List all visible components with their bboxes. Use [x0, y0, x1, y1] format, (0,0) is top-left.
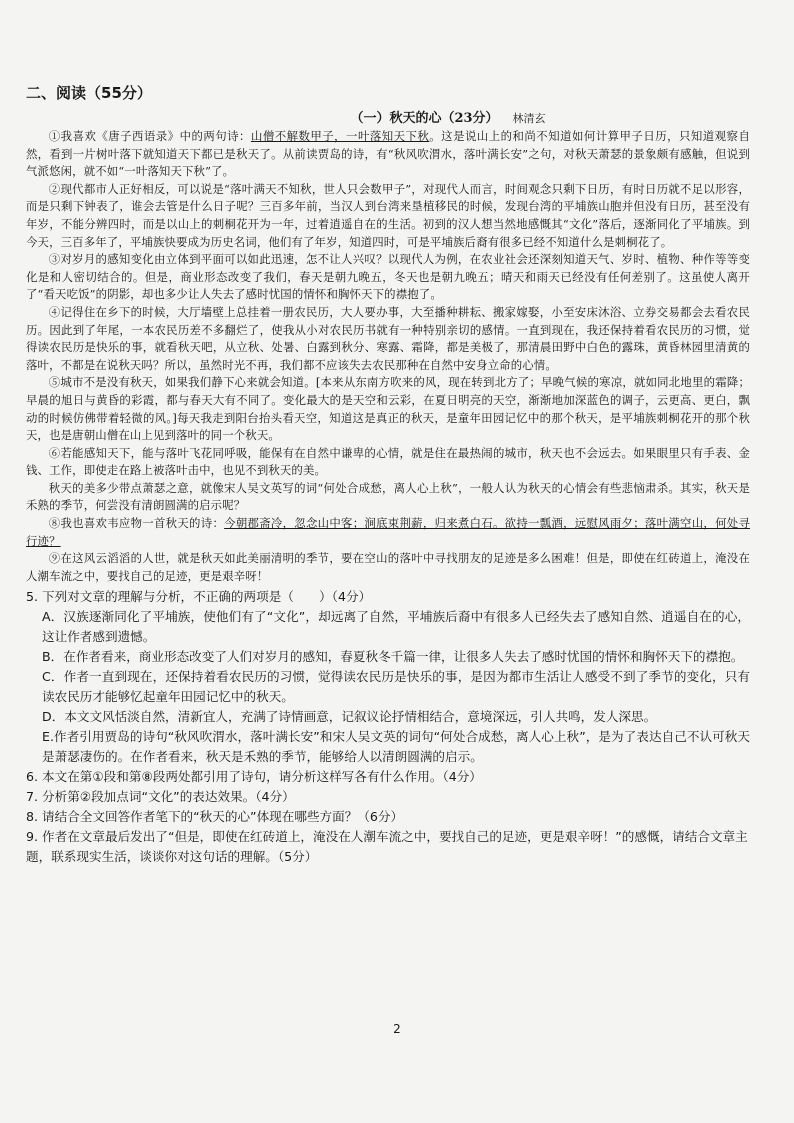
paragraph-1 — [26, 128, 750, 181]
paragraph-4: ④记得住在乡下的时候，大厅墙壁上总挂着一册农民历，大人要办事，大至播种耕耘、搬家嫁娶，小至安床沐浴、立券交易都会去看农民历。因此到了年尾，一本农民历差不多翻烂了，使我从小对农民历书就有一种特别亲切的感情。一直到现在，我还保持着看农民历的习惯，觉得读农民历是快乐的事，就看秋天吧，从立秋、处暑、白露到秋分、寒露、霜降，都是美极了，那清晨田野中白色的露珠，黄昏林园里清黄的落叶，不都是在说秋天吗？所以，虽然时光不再，我们都不应该失去农民那种在自然中安身立命的心情。 — [26, 304, 750, 372]
section-title: 二、阅读（55分） — [26, 84, 152, 102]
poem-quote-1: 山僧不解数甲子，一叶落知天下秋 — [250, 129, 430, 143]
question-6: 6. 本文在第①段和第⑧段两处都引用了诗句，请分析这样写各有什么作用。（4分） — [26, 769, 482, 785]
question-5-option-a: A．汉族逐渐同化了平埔族，使他们有了“文化”，却远离了自然，平埔族后裔中有很多人已经失去了感知自然、逍遥自在的心，这让作者感到遗憾。 — [42, 609, 750, 645]
paragraph-7: 秋天的美多少带点萧瑟之意，就像宋人吴文英写的词“何处合成愁，离人心上秋”，一般人认为秋天的心情会有些悲恼肃杀。其实，秋天是禾熟的季节，何尝没有清朗圆满的启示呢？ — [26, 480, 750, 513]
question-8: 8. 请结合全文回答作者笔下的“秋天的心”体现在哪些方面？（6分） — [26, 809, 404, 825]
question-5-option-d: D．本文文风恬淡自然，清新宜人，充满了诗情画意，记叙议论抒情相结合，意境深远，引人共鸣，发人深思。 — [42, 709, 657, 725]
question-5-option-e: E.作者引用贾岛的诗句“秋风吹渭水，落叶满长安”和宋人吴文英的词句“何处合成愁，离人心上秋”，是为了表达自己不认可秋天是萧瑟凄伤的。在作者看来，秋天是禾熟的季节，能够给人以清朗圆满的启示。 — [42, 729, 750, 765]
question-9: 9. 作者在文章最后发出了“但是，即使在红砖道上，淹没在人潮车流之中，要找自己的足迹，更是艰辛呀！”的感慨，请结合文章主题，联系现实生活，谈谈你对这句话的理解。（5分） — [26, 829, 748, 865]
article-header — [26, 107, 750, 126]
paragraph-8-lead: ⑧我也喜欢韦应物一首秋天的诗： — [48, 516, 225, 531]
article-title: （一）秋天的心（23分） — [350, 111, 499, 126]
paragraph-6: ⑥若能感知天下，能与落叶飞花同呼吸，能保有在自然中谦卑的心情，就是住在最热闹的城市，秋天也不会远去。如果眼里只有手表、金钱、工作，即使走在路上被落叶击中，也见不到秋天的美。 — [26, 445, 750, 478]
article-body — [26, 128, 750, 585]
paragraph-3: ③对岁月的感知变化由立体到平面可以如此迅速，怎不让人兴叹？以现代人为例，在农业社会还深刻知道天气、岁时、植物、种作等等变化是和人密切结合的。但是，商业形态改变了我们，春天是朝九晚五，冬天也是朝九晚五；晴天和雨天已经没有任何差别了。这虽使人离开了“看天吃饭”的阴影，却也多少让人失去了感时忧国的情怀和胸怀天下的襟抱了。 — [26, 252, 750, 302]
poem-quote-2: 今朝郡斋冷，忽念山中客；涧底束荆薪，归来煮白石。欲持一瓢酒，远慰风雨夕；落叶满空山，何处寻行迹？ — [26, 516, 750, 548]
questions — [26, 587, 750, 867]
paragraph-9: ⑨在这风云滔滔的人世，就是秋天如此美丽清明的季节，要在空山的落叶中寻找朋友的足迹是多么困难！但是，即使在红砖道上，淹没在人潮车流之中，要找自己的足迹，更是艰辛呀！ — [26, 551, 750, 583]
question-5-option-b: B．在作者看来，商业形态改变了人们对岁月的感知，春夏秋冬千篇一律，让很多人失去了感时忧国的情怀和胸怀天下的襟抱。 — [42, 649, 744, 665]
paragraph-1-rest: 。这是说山上的和尚不知道如何计算甲子日历，只知道观察自然，看到一片树叶落下就知道天下都已是秋天了。从前读贾岛的诗，有“秋风吹渭水，落叶满长安”之句，对秋天萧瑟的景象颇有感触，但说到气派悠闲，就不如“一叶落知天下秋”了。 — [26, 129, 750, 179]
question-7: 7. 分析第②段加点词“文化”的表达效果。（4分） — [26, 789, 295, 805]
paragraph-5: ⑤城市不是没有秋天，如果我们静下心来就会知道。[本来从东南方吹来的风，现在转到北方了；早晚气候的寒凉，就如同北地里的霜降；早晨的旭日与黄昏的彩霞，都与春天大有不同了。变化最大的是天空和云彩，在夏日明亮的天空，渐渐地加深蓝色的调子，云更高、更白，飘动的时候仿佛带着轻微的风。]每天我走到阳台抬头看天空，知道这是真正的秋天，是童年田园记忆中的那个秋天，是平埔族刺桐花开的那个秋天，也是唐朝山僧在山上见到落叶的同一个秋天。 — [26, 375, 750, 443]
question-5: 5. 下列对文章的理解与分析，不正确的两项是（ ）（4分） — [26, 589, 372, 605]
page-number: 2 — [393, 1022, 401, 1036]
question-5-option-c: C．作者一直到现在，还保持着看农民历的习惯，觉得读农民历是快乐的事，是因为都市生活让人感受不到了季节的变化，只有读农民历才能够忆起童年田园记忆中的秋天。 — [42, 669, 750, 705]
paragraph-1-lead: ①我喜欢《唐子西语录》中的两句诗： — [48, 129, 251, 143]
paragraph-8 — [26, 515, 750, 550]
paragraph-2: ②现代都市人正好相反，可以说是“落叶满天不知秋，世人只会数甲子”，对现代人而言，时间观念只剩下日历，有时日历就不足以形容，而是只剩下钟表了，谁会去管是什么日子呢？三百多年前，当汉人到台湾来垦植移民的时候，发现台湾的平埔族山胞并但没有日历，甚至没有年岁，不能分辨四时，而是以山上的刺桐花开为一年，过着逍遥自在的生活。初到的汉人想当然地感慨其“文化”落后，逐渐同化了平埔族。到今天，三百多年了，平埔族快要成为历史名词，他们有了年岁，知道四时，可是平埔族后裔有很多已经不知道什么是刺桐花了。 — [26, 181, 750, 249]
article-author: 林清玄 — [512, 112, 546, 125]
